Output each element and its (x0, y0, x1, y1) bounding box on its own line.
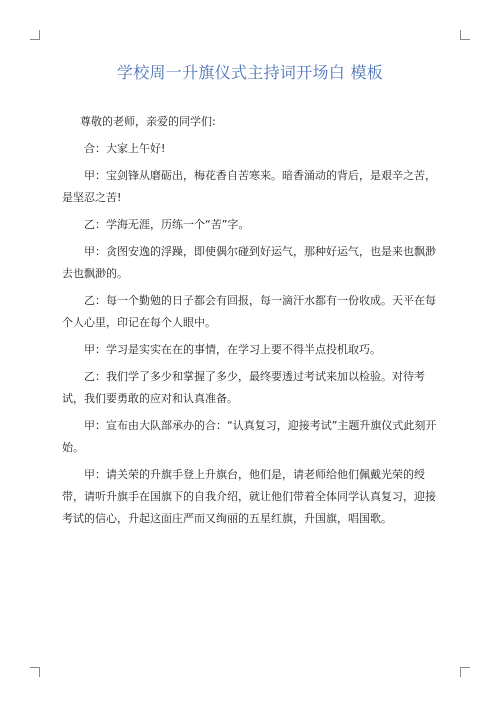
page-corner-mark-top-left (30, 30, 40, 40)
document-body (62, 111, 440, 535)
dialogue-paragraph: 合：大家上午好! (84, 142, 166, 155)
page-corner-mark-bottom-right (460, 667, 470, 677)
dialogue-paragraph: 甲：宝剑锋从磨砺出，梅花香自苦寒来。暗香涌动的背后，是艰辛之苦，是坚忍之苦! (62, 169, 436, 204)
dialogue-paragraph: 乙：每一个勤勉的日子都会有回报，每一滴汗水都有一份收成。天平在每个人心里，印记在每个人眼中。 (62, 294, 436, 329)
dialogue-paragraph: 乙：学海无涯，历练一个“苦”字。 (84, 218, 250, 231)
dialogue-paragraph: 甲：请关荣的升旗手登上升旗台，他们是，请老师给他们佩戴光荣的绶带，请听升旗手在国旗下的自我介绍，就让他们带着全体同学认真复习，迎接考试的信心，升起这面庄严而又绚丽的五星红旗，升国旗，唱国歌。 (62, 468, 436, 525)
page-corner-mark-bottom-left (30, 667, 40, 677)
dialogue-paragraph: 甲：贪图安逸的浮躁，即使偶尔碰到好运气，那种好运气，也是来也飘渺去也飘渺的。 (62, 245, 436, 280)
dialogue-paragraph: 乙：我们学了多少和掌握了多少，最终要透过考试来加以检验。对待考试，我们要勇敢的应对和认真准备。 (62, 370, 425, 405)
dialogue-paragraph: 甲：学习是实实在在的事情，在学习上要不得半点投机取巧。 (84, 343, 381, 356)
dialogue-paragraph: 甲：宣布由大队部承办的合：“认真复习，迎接考试”主题升旗仪式此刻开始。 (62, 419, 437, 454)
greeting-paragraph: 尊敬的老师，亲爱的同学们: (80, 115, 216, 128)
document-title: 学校周一升旗仪式主持词开场白 模板 (116, 63, 384, 82)
page-corner-mark-top-right (460, 30, 470, 40)
